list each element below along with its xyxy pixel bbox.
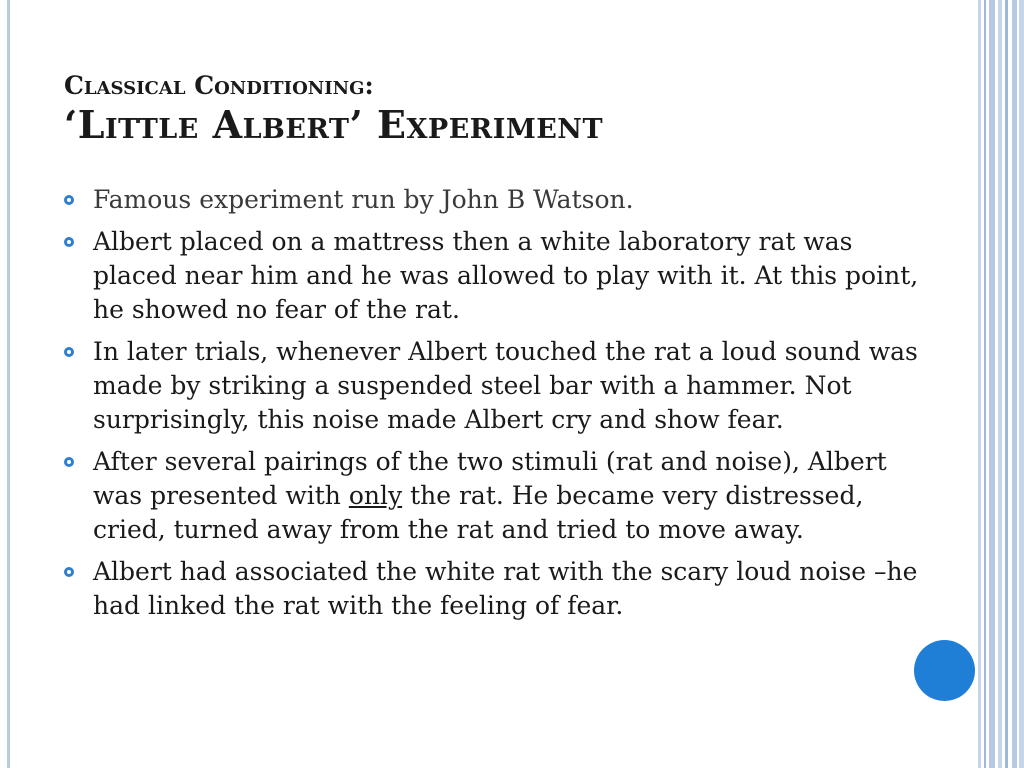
bullet-marker-icon <box>64 237 74 247</box>
bullet-item <box>64 183 924 217</box>
bullet-marker-icon <box>64 195 74 205</box>
title-line-1: Classical Conditioning: <box>64 71 374 100</box>
bullet-marker-icon <box>64 457 74 467</box>
slide-title <box>64 70 944 148</box>
bullet-item <box>64 225 924 327</box>
bullet-text: Albert had associated the white rat with the scary loud noise –he had linked the rat with the feeling of fear. <box>93 557 918 620</box>
bullet-list <box>64 183 924 631</box>
decor-circle-icon <box>914 640 975 701</box>
bullet-marker-icon <box>64 567 74 577</box>
bullet-text: Famous experiment run by John B Watson. <box>93 185 634 214</box>
title-line-2: ‘Little Albert’ Experiment <box>64 102 604 147</box>
bullet-item <box>64 555 924 623</box>
bullet-text: Albert placed on a mattress then a white laboratory rat was placed near him and he was allowed to play with it. At this point, he showed no fear of the rat. <box>93 227 919 324</box>
bullet-text: In later trials, whenever Albert touched the rat a loud sound was made by striking a suspended steel bar with a hammer. Not surprisingly, this noise made Albert cry and show fear. <box>93 337 918 434</box>
bullet-emphasis: only <box>348 481 403 510</box>
bullet-text-before: After several pairings of the two stimuli (rat and noise), Albert was presented with <box>93 447 887 510</box>
bullet-text-after: the rat. He became very distressed, cried, turned away from the rat and tried to move away. <box>93 481 864 544</box>
bullet-item <box>64 445 924 547</box>
left-decor-rule <box>7 0 10 768</box>
bullet-marker-icon <box>64 347 74 357</box>
bullet-item <box>64 335 924 437</box>
